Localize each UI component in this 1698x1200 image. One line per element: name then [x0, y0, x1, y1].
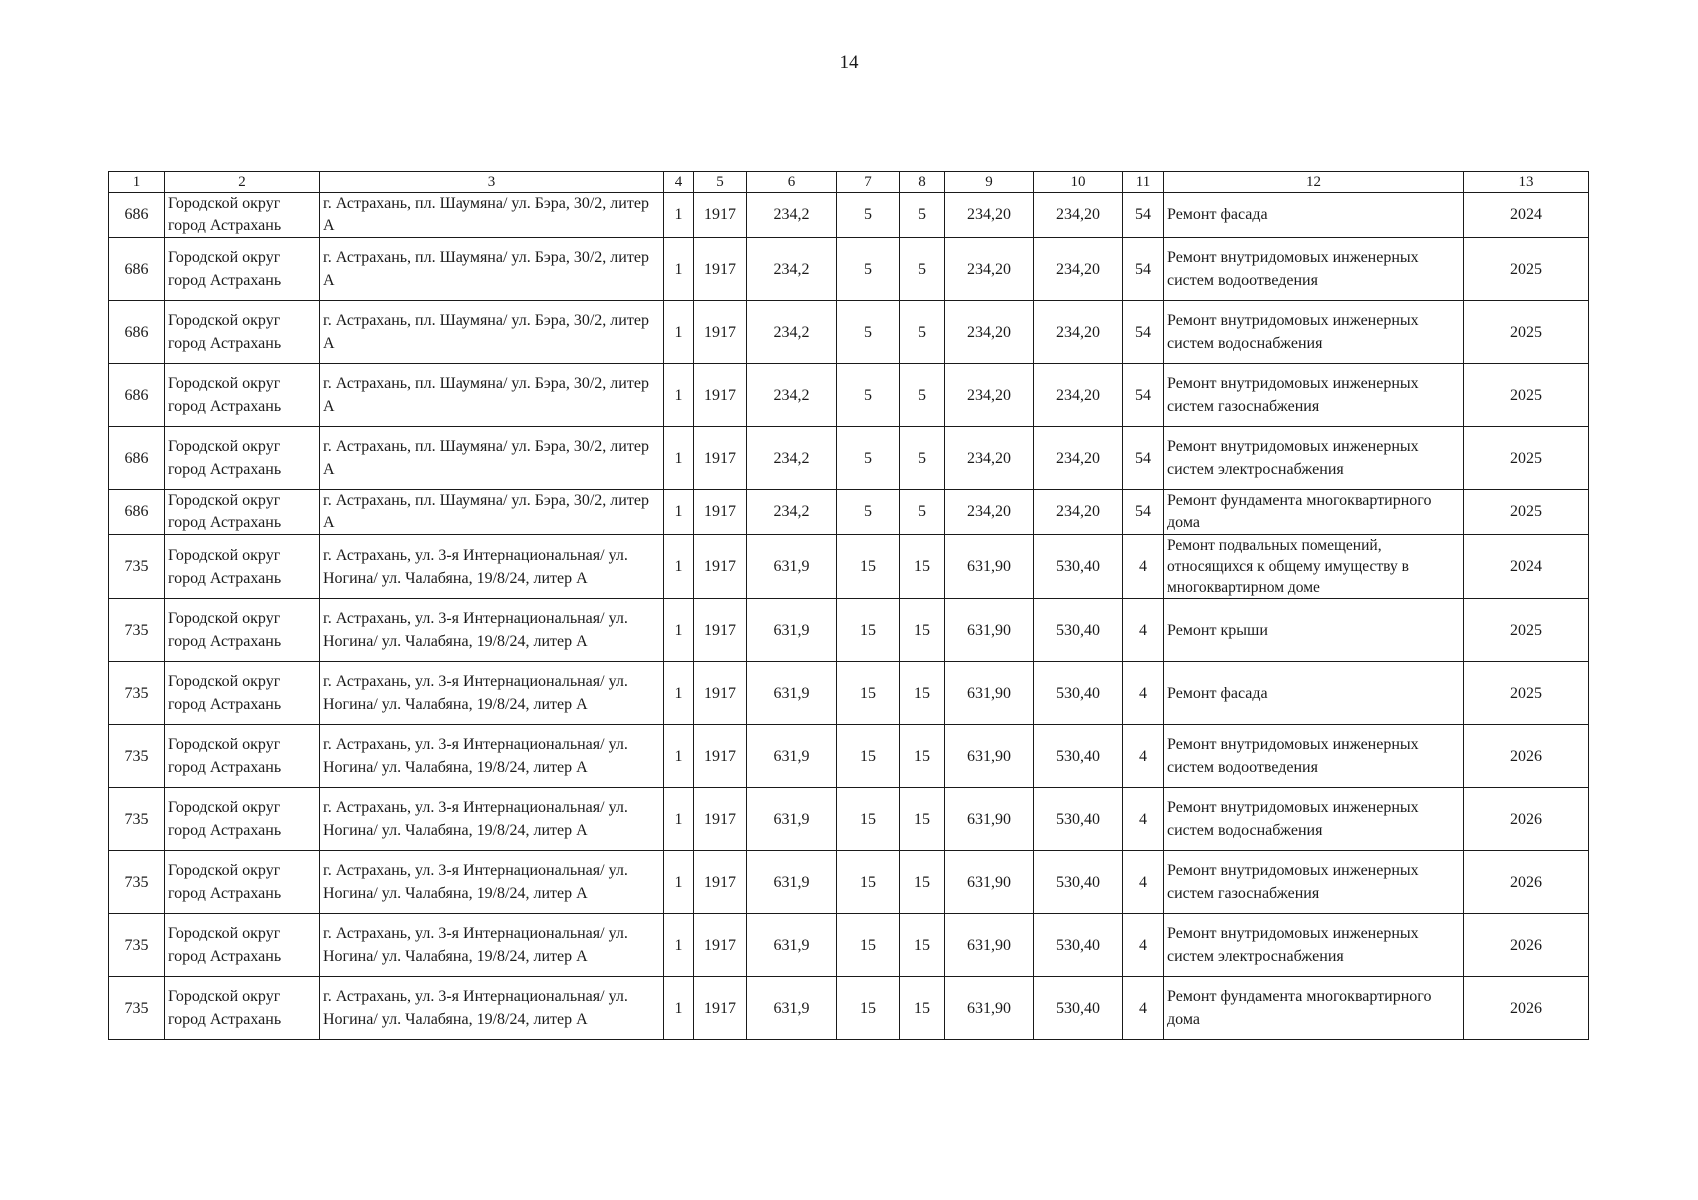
- year-built-cell: 1917: [694, 193, 747, 238]
- planned-year-cell: 2025: [1464, 490, 1589, 535]
- capital-repair-table: [108, 171, 1589, 1040]
- column-header: 7: [837, 172, 900, 193]
- address-cell: г. Астрахань, ул. 3-я Интернациональная/ ул. Ногина/ ул. Чалабяна, 19/8/24, литер А: [320, 535, 664, 599]
- table-body: [109, 172, 1589, 1040]
- col4-cell: 1: [664, 725, 694, 788]
- col10-cell: 530,40: [1034, 535, 1123, 599]
- col4-cell: 1: [664, 490, 694, 535]
- col9-cell: 631,90: [945, 662, 1034, 725]
- planned-year-cell: 2025: [1464, 599, 1589, 662]
- col4-cell: 1: [664, 788, 694, 851]
- work-type-cell: Ремонт внутридомовых инженерных систем электроснабжения: [1164, 914, 1464, 977]
- col10-cell: 234,20: [1034, 193, 1123, 238]
- col9-cell: 234,20: [945, 427, 1034, 490]
- col10-cell: 234,20: [1034, 364, 1123, 427]
- municipality-cell: Городской округ город Астрахань: [165, 725, 320, 788]
- column-header: 2: [165, 172, 320, 193]
- col7-cell: 15: [837, 535, 900, 599]
- column-number-header-row: [109, 172, 1589, 193]
- municipality-cell: Городской округ город Астрахань: [165, 851, 320, 914]
- col8-cell: 5: [900, 301, 945, 364]
- col8-cell: 15: [900, 914, 945, 977]
- row-number-cell: 686: [109, 490, 165, 535]
- table-row: [109, 662, 1589, 725]
- col11-cell: 4: [1123, 599, 1164, 662]
- col10-cell: 530,40: [1034, 662, 1123, 725]
- col11-cell: 54: [1123, 301, 1164, 364]
- row-number-cell: 735: [109, 914, 165, 977]
- col11-cell: 54: [1123, 427, 1164, 490]
- year-built-cell: 1917: [694, 535, 747, 599]
- col11-cell: 54: [1123, 193, 1164, 238]
- planned-year-cell: 2025: [1464, 238, 1589, 301]
- col8-cell: 15: [900, 725, 945, 788]
- work-type-cell: Ремонт внутридомовых инженерных систем газоснабжения: [1164, 851, 1464, 914]
- year-built-cell: 1917: [694, 662, 747, 725]
- col6-cell: 631,9: [747, 977, 837, 1040]
- municipality-cell: Городской округ город Астрахань: [165, 193, 320, 238]
- column-header: 4: [664, 172, 694, 193]
- address-cell: г. Астрахань, ул. 3-я Интернациональная/ ул. Ногина/ ул. Чалабяна, 19/8/24, литер А: [320, 599, 664, 662]
- row-number-cell: 686: [109, 238, 165, 301]
- col7-cell: 15: [837, 977, 900, 1040]
- table-row: [109, 490, 1589, 535]
- col4-cell: 1: [664, 914, 694, 977]
- col10-cell: 234,20: [1034, 301, 1123, 364]
- year-built-cell: 1917: [694, 725, 747, 788]
- column-header: 1: [109, 172, 165, 193]
- col10-cell: 530,40: [1034, 977, 1123, 1040]
- col9-cell: 631,90: [945, 977, 1034, 1040]
- planned-year-cell: 2025: [1464, 301, 1589, 364]
- municipality-cell: Городской округ город Астрахань: [165, 238, 320, 301]
- municipality-cell: Городской округ город Астрахань: [165, 599, 320, 662]
- row-number-cell: 735: [109, 599, 165, 662]
- work-type-cell: Ремонт крыши: [1164, 599, 1464, 662]
- work-type-cell: Ремонт фундамента многоквартирного дома: [1164, 490, 1464, 535]
- col6-cell: 631,9: [747, 851, 837, 914]
- work-type-cell: Ремонт внутридомовых инженерных систем электроснабжения: [1164, 427, 1464, 490]
- col9-cell: 631,90: [945, 914, 1034, 977]
- col10-cell: 530,40: [1034, 599, 1123, 662]
- col6-cell: 234,2: [747, 238, 837, 301]
- table-row: [109, 535, 1589, 599]
- table-row: [109, 851, 1589, 914]
- work-type-cell: Ремонт внутридомовых инженерных систем газоснабжения: [1164, 364, 1464, 427]
- col11-cell: 4: [1123, 977, 1164, 1040]
- municipality-cell: Городской округ город Астрахань: [165, 914, 320, 977]
- col8-cell: 5: [900, 238, 945, 301]
- col10-cell: 234,20: [1034, 490, 1123, 535]
- col10-cell: 234,20: [1034, 427, 1123, 490]
- table-row: [109, 977, 1589, 1040]
- col9-cell: 234,20: [945, 238, 1034, 301]
- col9-cell: 631,90: [945, 535, 1034, 599]
- municipality-cell: Городской округ город Астрахань: [165, 490, 320, 535]
- planned-year-cell: 2026: [1464, 977, 1589, 1040]
- column-header: 9: [945, 172, 1034, 193]
- col8-cell: 15: [900, 977, 945, 1040]
- col6-cell: 234,2: [747, 490, 837, 535]
- col11-cell: 4: [1123, 851, 1164, 914]
- table-row: [109, 238, 1589, 301]
- year-built-cell: 1917: [694, 490, 747, 535]
- col7-cell: 5: [837, 364, 900, 427]
- col7-cell: 5: [837, 427, 900, 490]
- year-built-cell: 1917: [694, 599, 747, 662]
- row-number-cell: 735: [109, 662, 165, 725]
- address-cell: г. Астрахань, ул. 3-я Интернациональная/ ул. Ногина/ ул. Чалабяна, 19/8/24, литер А: [320, 851, 664, 914]
- col9-cell: 234,20: [945, 193, 1034, 238]
- page-number: 14: [839, 52, 859, 73]
- year-built-cell: 1917: [694, 364, 747, 427]
- year-built-cell: 1917: [694, 427, 747, 490]
- col8-cell: 15: [900, 662, 945, 725]
- col9-cell: 631,90: [945, 788, 1034, 851]
- col6-cell: 631,9: [747, 662, 837, 725]
- col8-cell: 15: [900, 788, 945, 851]
- address-cell: г. Астрахань, пл. Шаумяна/ ул. Бэра, 30/2, литер А: [320, 364, 664, 427]
- col10-cell: 530,40: [1034, 851, 1123, 914]
- col6-cell: 234,2: [747, 193, 837, 238]
- table-row: [109, 427, 1589, 490]
- row-number-cell: 735: [109, 535, 165, 599]
- col9-cell: 234,20: [945, 364, 1034, 427]
- col8-cell: 5: [900, 364, 945, 427]
- year-built-cell: 1917: [694, 851, 747, 914]
- col10-cell: 234,20: [1034, 238, 1123, 301]
- planned-year-cell: 2025: [1464, 427, 1589, 490]
- table-row: [109, 725, 1589, 788]
- col4-cell: 1: [664, 851, 694, 914]
- address-cell: г. Астрахань, пл. Шаумяна/ ул. Бэра, 30/2, литер А: [320, 490, 664, 535]
- column-header: 6: [747, 172, 837, 193]
- row-number-cell: 735: [109, 725, 165, 788]
- work-type-cell: Ремонт фундамента многоквартирного дома: [1164, 977, 1464, 1040]
- address-cell: г. Астрахань, ул. 3-я Интернациональная/ ул. Ногина/ ул. Чалабяна, 19/8/24, литер А: [320, 914, 664, 977]
- year-built-cell: 1917: [694, 914, 747, 977]
- col11-cell: 4: [1123, 914, 1164, 977]
- col11-cell: 54: [1123, 238, 1164, 301]
- address-cell: г. Астрахань, пл. Шаумяна/ ул. Бэра, 30/2, литер А: [320, 301, 664, 364]
- planned-year-cell: 2024: [1464, 193, 1589, 238]
- year-built-cell: 1917: [694, 238, 747, 301]
- year-built-cell: 1917: [694, 301, 747, 364]
- year-built-cell: 1917: [694, 788, 747, 851]
- work-type-cell: Ремонт подвальных помещений, относящихся к общему имуществу в многоквартирном доме: [1164, 535, 1464, 599]
- work-type-cell: Ремонт внутридомовых инженерных систем водоснабжения: [1164, 301, 1464, 364]
- col9-cell: 631,90: [945, 725, 1034, 788]
- col11-cell: 54: [1123, 364, 1164, 427]
- col4-cell: 1: [664, 599, 694, 662]
- col9-cell: 234,20: [945, 301, 1034, 364]
- planned-year-cell: 2026: [1464, 851, 1589, 914]
- col7-cell: 15: [837, 788, 900, 851]
- municipality-cell: Городской округ город Астрахань: [165, 788, 320, 851]
- table-row: [109, 599, 1589, 662]
- col11-cell: 4: [1123, 725, 1164, 788]
- year-built-cell: 1917: [694, 977, 747, 1040]
- work-type-cell: Ремонт внутридомовых инженерных систем водоотведения: [1164, 725, 1464, 788]
- table-row: [109, 193, 1589, 238]
- col4-cell: 1: [664, 364, 694, 427]
- table-row: [109, 364, 1589, 427]
- col4-cell: 1: [664, 535, 694, 599]
- col4-cell: 1: [664, 427, 694, 490]
- work-type-cell: Ремонт внутридомовых инженерных систем водоснабжения: [1164, 788, 1464, 851]
- col11-cell: 4: [1123, 788, 1164, 851]
- address-cell: г. Астрахань, ул. 3-я Интернациональная/ ул. Ногина/ ул. Чалабяна, 19/8/24, литер А: [320, 977, 664, 1040]
- planned-year-cell: 2024: [1464, 535, 1589, 599]
- col7-cell: 15: [837, 851, 900, 914]
- col4-cell: 1: [664, 193, 694, 238]
- col7-cell: 15: [837, 725, 900, 788]
- col7-cell: 15: [837, 662, 900, 725]
- column-header: 13: [1464, 172, 1589, 193]
- col10-cell: 530,40: [1034, 725, 1123, 788]
- address-cell: г. Астрахань, ул. 3-я Интернациональная/ ул. Ногина/ ул. Чалабяна, 19/8/24, литер А: [320, 725, 664, 788]
- column-header: 3: [320, 172, 664, 193]
- table-row: [109, 914, 1589, 977]
- col7-cell: 5: [837, 490, 900, 535]
- col8-cell: 15: [900, 851, 945, 914]
- col4-cell: 1: [664, 238, 694, 301]
- col8-cell: 15: [900, 535, 945, 599]
- col10-cell: 530,40: [1034, 914, 1123, 977]
- column-header: 5: [694, 172, 747, 193]
- col9-cell: 631,90: [945, 851, 1034, 914]
- planned-year-cell: 2025: [1464, 662, 1589, 725]
- work-type-cell: Ремонт фасада: [1164, 662, 1464, 725]
- address-cell: г. Астрахань, пл. Шаумяна/ ул. Бэра, 30/2, литер А: [320, 238, 664, 301]
- col6-cell: 631,9: [747, 788, 837, 851]
- planned-year-cell: 2026: [1464, 725, 1589, 788]
- address-cell: г. Астрахань, пл. Шаумяна/ ул. Бэра, 30/2, литер А: [320, 193, 664, 238]
- municipality-cell: Городской округ город Астрахань: [165, 535, 320, 599]
- col6-cell: 631,9: [747, 725, 837, 788]
- municipality-cell: Городской округ город Астрахань: [165, 301, 320, 364]
- col11-cell: 4: [1123, 535, 1164, 599]
- col6-cell: 234,2: [747, 427, 837, 490]
- work-type-cell: Ремонт внутридомовых инженерных систем водоотведения: [1164, 238, 1464, 301]
- col4-cell: 1: [664, 662, 694, 725]
- planned-year-cell: 2026: [1464, 788, 1589, 851]
- planned-year-cell: 2026: [1464, 914, 1589, 977]
- row-number-cell: 735: [109, 788, 165, 851]
- column-header: 10: [1034, 172, 1123, 193]
- row-number-cell: 686: [109, 301, 165, 364]
- address-cell: г. Астрахань, пл. Шаумяна/ ул. Бэра, 30/2, литер А: [320, 427, 664, 490]
- col6-cell: 234,2: [747, 301, 837, 364]
- column-header: 8: [900, 172, 945, 193]
- col7-cell: 5: [837, 193, 900, 238]
- municipality-cell: Городской округ город Астрахань: [165, 427, 320, 490]
- address-cell: г. Астрахань, ул. 3-я Интернациональная/ ул. Ногина/ ул. Чалабяна, 19/8/24, литер А: [320, 662, 664, 725]
- col7-cell: 5: [837, 301, 900, 364]
- address-cell: г. Астрахань, ул. 3-я Интернациональная/ ул. Ногина/ ул. Чалабяна, 19/8/24, литер А: [320, 788, 664, 851]
- row-number-cell: 735: [109, 977, 165, 1040]
- table-row: [109, 301, 1589, 364]
- municipality-cell: Городской округ город Астрахань: [165, 977, 320, 1040]
- col7-cell: 15: [837, 599, 900, 662]
- col11-cell: 54: [1123, 490, 1164, 535]
- col4-cell: 1: [664, 977, 694, 1040]
- col9-cell: 631,90: [945, 599, 1034, 662]
- col8-cell: 5: [900, 427, 945, 490]
- col11-cell: 4: [1123, 662, 1164, 725]
- table-row: [109, 788, 1589, 851]
- col8-cell: 15: [900, 599, 945, 662]
- municipality-cell: Городской округ город Астрахань: [165, 662, 320, 725]
- column-header: 12: [1164, 172, 1464, 193]
- col9-cell: 234,20: [945, 490, 1034, 535]
- row-number-cell: 686: [109, 193, 165, 238]
- col6-cell: 234,2: [747, 364, 837, 427]
- column-header: 11: [1123, 172, 1164, 193]
- row-number-cell: 686: [109, 427, 165, 490]
- col4-cell: 1: [664, 301, 694, 364]
- col10-cell: 530,40: [1034, 788, 1123, 851]
- col6-cell: 631,9: [747, 914, 837, 977]
- col6-cell: 631,9: [747, 599, 837, 662]
- col6-cell: 631,9: [747, 535, 837, 599]
- planned-year-cell: 2025: [1464, 364, 1589, 427]
- col7-cell: 5: [837, 238, 900, 301]
- col8-cell: 5: [900, 193, 945, 238]
- col8-cell: 5: [900, 490, 945, 535]
- municipality-cell: Городской округ город Астрахань: [165, 364, 320, 427]
- row-number-cell: 686: [109, 364, 165, 427]
- work-type-cell: Ремонт фасада: [1164, 193, 1464, 238]
- col7-cell: 15: [837, 914, 900, 977]
- row-number-cell: 735: [109, 851, 165, 914]
